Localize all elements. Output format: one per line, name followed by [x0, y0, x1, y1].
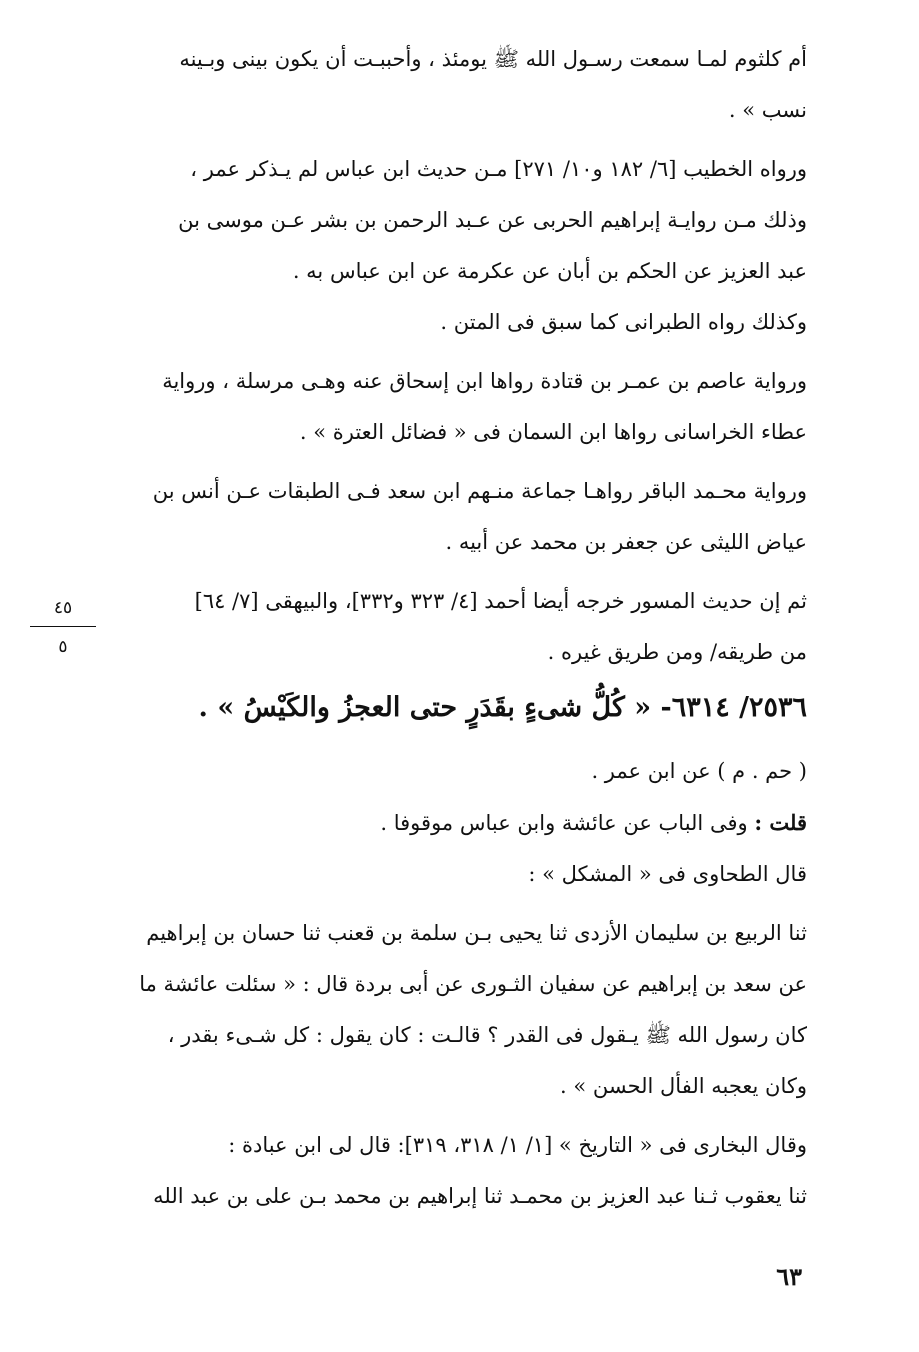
text-line: وكذلك رواه الطبرانى كما سبق فى المتن . — [440, 310, 807, 334]
text-line: كان رسول الله ﷺ يـقول فى القدر ؟ قالـت : كان يقول : كل شـىء بقدر ، — [167, 1023, 807, 1047]
hadith-text: « كُلُّ شىءٍ بقَدَرٍ حتى العجزُ والكَيْسُ » . — [198, 692, 652, 723]
margin-page-reference — [30, 596, 96, 659]
hadith-source — [95, 746, 807, 797]
hadith-heading — [95, 678, 807, 738]
text-line: ورواه الخطيب [٦/ ١٨٢ و١٠/ ٢٧١] مـن حديث ابن عباس لم يـذكر عمر ، — [190, 157, 807, 181]
paragraph-asim — [95, 356, 807, 458]
text-line: ثنا يعقوب ثـنا عبد العزيز بن محمـد ثنا إبراهيم بن محمد بـن على بن عبد الله — [153, 1184, 807, 1208]
paragraph-khatib — [95, 144, 807, 297]
page-number: ٦٣ — [776, 1262, 802, 1291]
margin-ref-divider — [30, 626, 96, 627]
text-line: عبد العزيز عن الحكم بن أبان عن عكرمة عن ابن عباس به . — [292, 259, 807, 283]
text-line: أم كلثوم لمـا سمعت رسـول الله ﷺ يومئذ ، وأحببـت أن يكون بينى وبـينه — [179, 47, 807, 71]
text-line: ورواية عاصم بن عمـر بن قتادة رواها ابن إسحاق عنه وهـى مرسلة ، ورواية — [162, 369, 807, 393]
text-line: عطاء الخراسانى رواها ابن السمان فى « فضائل العترة » . — [299, 420, 807, 444]
paragraph-miswar — [95, 576, 807, 678]
qultu-text: وفى الباب عن عائشة وابن عباس موقوفا . — [380, 811, 748, 835]
qultu-label: قلت : — [754, 810, 807, 835]
text-line: من طريقه/ ومن طريق غيره . — [547, 640, 807, 664]
text-line: عن سعد بن إبراهيم عن سفيان الثـورى عن أبى بردة قال : « سئلت عائشة ما — [139, 972, 807, 996]
text-line: قال الطحاوى فى « المشكل » : — [528, 862, 807, 886]
hadith-number: ٢٥٣٦/ ٦٣١٤- — [660, 692, 807, 723]
text-line: ثم إن حديث المسور خرجه أيضا أحمد [٤/ ٣٢٣ و٣٣٢]، والبيهقى [٧/ ٦٤] — [194, 589, 807, 613]
text-line: نسب » . — [728, 98, 807, 122]
paragraph-baqir — [95, 466, 807, 568]
text-line: ثنا الربيع بن سليمان الأزدى ثنا يحيى بـن سلمة بن قعنب ثنا حسان بن إبراهيم — [146, 921, 807, 945]
text-line: ورواية محـمد الباقر رواهـا جماعة منـهم ابن سعد فـى الطبقات عـن أنس بن — [152, 479, 807, 503]
text-line: عياض الليثى عن جعفر بن محمد عن أبيه . — [445, 530, 807, 554]
bukhari-line — [95, 1120, 807, 1171]
text-line: وقال البخارى فى « التاريخ » [١/ ١/ ٣١٨، ٣١٩]: قال لى ابن عبادة : — [228, 1133, 807, 1157]
paragraph-tabarani — [95, 297, 807, 348]
tahawi-intro — [95, 849, 807, 900]
last-line — [95, 1171, 807, 1222]
qultu-line — [95, 797, 807, 849]
margin-ref-top: ٤٥ — [53, 598, 73, 618]
page-body — [95, 34, 807, 1222]
text-line: وكان يعجبه الفأل الحسن » . — [559, 1074, 807, 1098]
source-line: ( حم . م ) عن ابن عمر . — [591, 759, 807, 783]
paragraph-continuation — [95, 34, 807, 136]
paragraph-isnad — [95, 908, 807, 1112]
margin-ref-bottom: ٥ — [58, 637, 68, 657]
text-line: وذلك مـن روايـة إبراهيم الحربى عن عـبد الرحمن بن بشر عـن موسى بن — [178, 208, 807, 232]
